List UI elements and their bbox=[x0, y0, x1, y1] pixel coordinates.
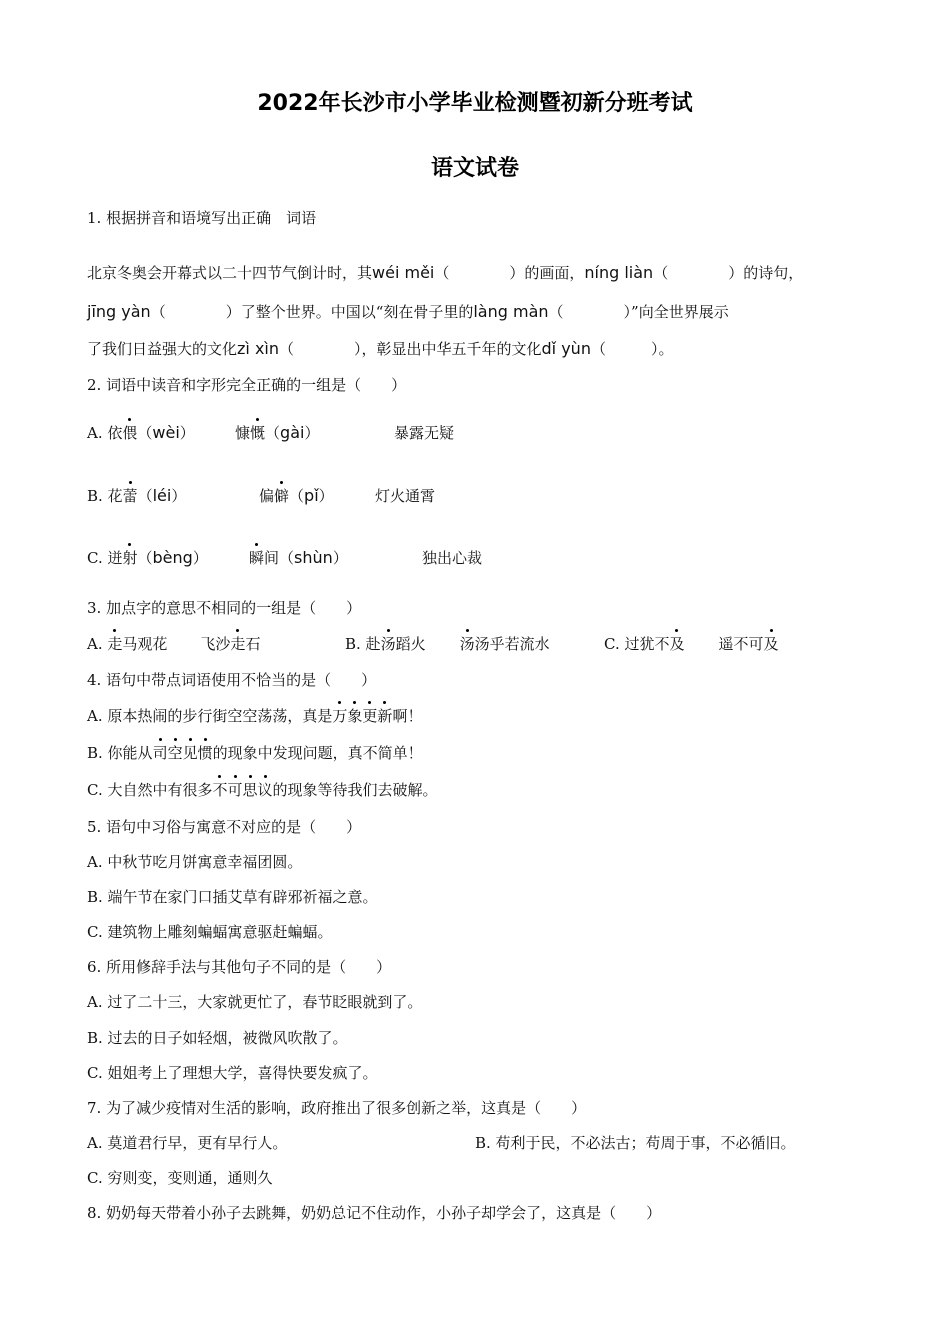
q1-line-3 bbox=[87, 339, 673, 359]
q2-a-paren-open: （ bbox=[137, 424, 153, 442]
q2-b-paren-open: （ bbox=[137, 487, 153, 505]
q4-c-text-1: C. 大自然中有很多 bbox=[87, 781, 213, 799]
q1-pinyin-jingyan: jīng yàn bbox=[87, 302, 151, 321]
q7-option-a[interactable]: A. 莫道君行早，更有早行人。 bbox=[87, 1134, 288, 1152]
q3-option-a[interactable] bbox=[87, 634, 260, 654]
q4-c-dot-char-3: 思 bbox=[242, 781, 258, 799]
q2-b-dot-char: 蕾 bbox=[122, 487, 138, 505]
q5-option-a[interactable]: A. 中秋节吃月饼寓意幸福团圆。 bbox=[87, 853, 303, 871]
q2-a-prefix: A. 依 bbox=[87, 424, 123, 442]
q3-stem: 3. 加点字的意思不相同的一组是（ ） bbox=[87, 599, 362, 617]
q1-pinyin-weimei: wéi měi bbox=[372, 263, 435, 282]
q2-a-pinyin: wèi bbox=[152, 423, 180, 442]
q1-blank-2[interactable]: （ ）的诗句， bbox=[653, 264, 804, 282]
q2-c-word2-pinyin: shùn bbox=[294, 548, 333, 567]
q2-b-pinyin: léi bbox=[152, 486, 172, 505]
q7-stem: 7. 为了减少疫情对生活的影响，政府推出了很多创新之举，这真是（ ） bbox=[87, 1099, 587, 1117]
q1-pinyin-zixin: zì xìn bbox=[237, 339, 279, 358]
q3-b-rest-1: 蹈火 bbox=[395, 635, 426, 653]
q1-blank-5[interactable]: （ ），彰显出中华五千年的文化 bbox=[279, 340, 542, 358]
q3-b-dot-char-2: 汤 bbox=[459, 635, 475, 653]
q2-b-word2-pinyin: pǐ bbox=[304, 486, 319, 505]
q2-c-word3: 独出心裁 bbox=[422, 549, 483, 567]
q2-a-word2-pinyin: gài bbox=[280, 423, 305, 442]
q4-option-b[interactable] bbox=[87, 743, 423, 763]
q2-c-word2-paren-open: （ bbox=[279, 549, 295, 567]
q1-blank-6[interactable]: （ ）。 bbox=[590, 340, 674, 358]
q3-b-rest-2: 汤乎若流水 bbox=[474, 635, 550, 653]
q2-a-word2-char1: 慷 bbox=[235, 424, 251, 442]
exam-subtitle: 语文试卷 bbox=[430, 156, 519, 181]
q6-option-b[interactable]: B. 过去的日子如轻烟，被微风吹散了。 bbox=[87, 1029, 348, 1047]
q3-c-dot-char-2: 及 bbox=[763, 635, 779, 653]
q4-b-dot-char-4: 惯 bbox=[197, 744, 213, 762]
q3-option-b[interactable] bbox=[345, 634, 550, 654]
q4-option-a[interactable] bbox=[87, 706, 422, 726]
q1-blank-3[interactable]: （ ）了整个世界。中国以“刻在骨子里的 bbox=[150, 303, 474, 321]
q4-b-dot-char-1: 司 bbox=[152, 744, 168, 762]
q2-b-prefix: B. 花 bbox=[87, 487, 123, 505]
q2-c-word2-dot-char: 瞬 bbox=[249, 549, 265, 567]
q4-a-dot-char-4: 新 bbox=[377, 707, 393, 725]
q2-b-word2-paren-open: （ bbox=[289, 487, 305, 505]
q2-c-word2-paren-close: ） bbox=[332, 549, 348, 567]
q2-a-word2-paren-close: ） bbox=[304, 424, 320, 442]
q4-stem: 4. 语句中带点词语使用不恰当的是（ ） bbox=[87, 671, 377, 689]
q2-b-word2-paren-close: ） bbox=[318, 487, 334, 505]
q4-a-text-1: A. 原本热闹的步行街空空荡荡，真是 bbox=[87, 707, 333, 725]
exam-title: 2022年长沙市小学毕业检测暨初新分班考试 bbox=[257, 91, 693, 116]
q1-blank-1[interactable]: （ ）的画面， bbox=[434, 264, 585, 282]
q1-stem: 1. 根据拼音和语境写出正确 词语 bbox=[87, 209, 317, 227]
q2-a-paren-close: ） bbox=[179, 424, 195, 442]
q4-c-dot-char-1: 不 bbox=[212, 781, 228, 799]
q3-a-rest-2: 石 bbox=[245, 635, 261, 653]
q3-c-word2-start: 遥不可 bbox=[718, 635, 764, 653]
q1-l3-text-a: 了我们日益强大的文化 bbox=[87, 340, 238, 358]
q6-option-a[interactable]: A. 过了二十三，大家就更忙了，春节眨眼就到了。 bbox=[87, 993, 423, 1011]
q3-a-rest-1: 马观花 bbox=[122, 635, 168, 653]
q6-option-c[interactable]: C. 姐姐考上了理想大学，喜得快要发疯了。 bbox=[87, 1064, 378, 1082]
q4-a-dot-char-2: 象 bbox=[347, 707, 363, 725]
q4-b-dot-char-2: 空 bbox=[167, 744, 183, 762]
q2-a-dot-char: 偎 bbox=[122, 424, 138, 442]
q4-option-c[interactable] bbox=[87, 780, 438, 800]
q2-b-word3: 灯火通霄 bbox=[375, 487, 436, 505]
q3-option-c[interactable] bbox=[604, 634, 779, 654]
q4-a-text-2: 啊！ bbox=[392, 707, 423, 725]
q1-pinyin-langman: làng màn bbox=[473, 302, 549, 321]
q2-b-paren-close: ） bbox=[171, 487, 187, 505]
q3-a-word2-start: 飞沙 bbox=[200, 635, 231, 653]
q2-a-word3: 暴露无疑 bbox=[394, 424, 455, 442]
q4-c-dot-char-2: 可 bbox=[227, 781, 243, 799]
q2-c-pinyin: bèng bbox=[152, 548, 193, 567]
q2-stem: 2. 词语中读音和字形完全正确的一组是（ ） bbox=[87, 376, 407, 394]
q5-option-c[interactable]: C. 建筑物上雕刻蝙蝠寓意驱赶蝙蝠。 bbox=[87, 923, 333, 941]
q1-pinyin-diyun: dǐ yùn bbox=[541, 339, 591, 358]
q2-c-prefix: C. 迸 bbox=[87, 549, 123, 567]
q1-blank-4[interactable]: （ ）”向全世界展示 bbox=[548, 303, 729, 321]
q1-l1-text-a: 北京冬奥会开幕式以二十四节气倒计时，其 bbox=[87, 264, 373, 282]
q3-c-dot-char-1: 及 bbox=[669, 635, 685, 653]
q2-a-word2-paren-open: （ bbox=[265, 424, 281, 442]
q4-a-dot-char-1: 万 bbox=[332, 707, 348, 725]
q7-option-c[interactable]: C. 穷则变，变则通，通则久 bbox=[87, 1169, 273, 1187]
q4-b-text-1: B. 你能从 bbox=[87, 744, 153, 762]
q2-a-word2-dot-char: 慨 bbox=[250, 424, 266, 442]
q4-c-dot-char-4: 议 bbox=[257, 781, 273, 799]
q1-pinyin-ninglian: níng liàn bbox=[584, 263, 654, 282]
q2-b-word2-char1: 偏 bbox=[259, 487, 275, 505]
q6-stem: 6. 所用修辞手法与其他句子不同的是（ ） bbox=[87, 958, 392, 976]
q3-a-prefix: A. bbox=[87, 635, 108, 653]
q1-line-2 bbox=[87, 302, 729, 322]
q4-c-text-2: 的现象等待我们去破解。 bbox=[272, 781, 438, 799]
q8-stem: 8. 奶奶每天带着小孙子去跳舞，奶奶总记不住动作，小孙子却学会了，这真是（ ） bbox=[87, 1204, 662, 1222]
q2-c-paren-open: （ bbox=[137, 549, 153, 567]
q3-a-dot-char-1: 走 bbox=[107, 635, 123, 653]
q3-b-prefix: B. 赴 bbox=[345, 635, 381, 653]
q2-c-paren-close: ） bbox=[192, 549, 208, 567]
q2-c-dot-char: 射 bbox=[122, 549, 138, 567]
q3-a-dot-char-2: 走 bbox=[230, 635, 246, 653]
q2-b-word2-dot-char: 僻 bbox=[274, 487, 290, 505]
q5-stem: 5. 语句中习俗与寓意不对应的是（ ） bbox=[87, 818, 362, 836]
q4-b-text-2: 的现象中发现问题，真不简单！ bbox=[212, 744, 423, 762]
q5-option-b[interactable]: B. 端午节在家门口插艾草有辟邪祈福之意。 bbox=[87, 888, 378, 906]
q2-c-word2-char2: 间 bbox=[264, 549, 280, 567]
q4-a-dot-char-3: 更 bbox=[362, 707, 378, 725]
q4-b-dot-char-3: 见 bbox=[182, 744, 198, 762]
q3-c-prefix: C. 过犹不 bbox=[604, 635, 670, 653]
q3-b-dot-char-1: 汤 bbox=[380, 635, 396, 653]
q7-option-b[interactable]: B. 苟利于民，不必法古；苟周于事，不必循旧。 bbox=[475, 1134, 796, 1152]
q1-line-1 bbox=[87, 263, 803, 283]
